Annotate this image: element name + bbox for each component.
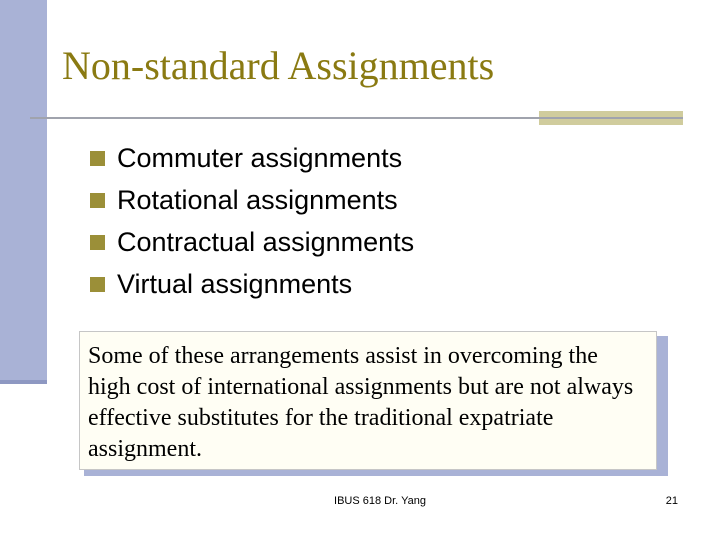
title-underline	[30, 117, 539, 119]
slide-title: Non-standard Assignments	[62, 43, 495, 88]
bullet-text: Contractual assignments	[117, 226, 415, 257]
left-band-shadow	[0, 380, 47, 384]
bullet-item-contractual	[90, 221, 414, 263]
note-box	[79, 331, 657, 470]
bullet-item-rotational	[90, 179, 414, 221]
bullet-text: Virtual assignments	[117, 268, 353, 299]
bullet-text: Commuter assignments	[117, 142, 403, 173]
note-text: Some of these arrangements assist in overcoming the high cost of international assignments but are not always effective substitutes for the traditional expatriate assignment.	[88, 343, 634, 462]
bullet-text: Rotational assignments	[117, 184, 398, 215]
square-bullet-icon	[90, 193, 105, 208]
bullet-item-virtual	[90, 263, 414, 305]
square-bullet-icon	[90, 235, 105, 250]
square-bullet-icon	[90, 151, 105, 166]
footer-page-number: 21	[665, 495, 678, 507]
title-accent-line	[539, 117, 683, 119]
bullet-item-commuter	[90, 137, 414, 179]
square-bullet-icon	[90, 277, 105, 292]
left-decorative-band	[0, 0, 47, 383]
footer-course-label: IBUS 618 Dr. Yang	[334, 495, 426, 507]
bullet-list	[90, 137, 414, 305]
